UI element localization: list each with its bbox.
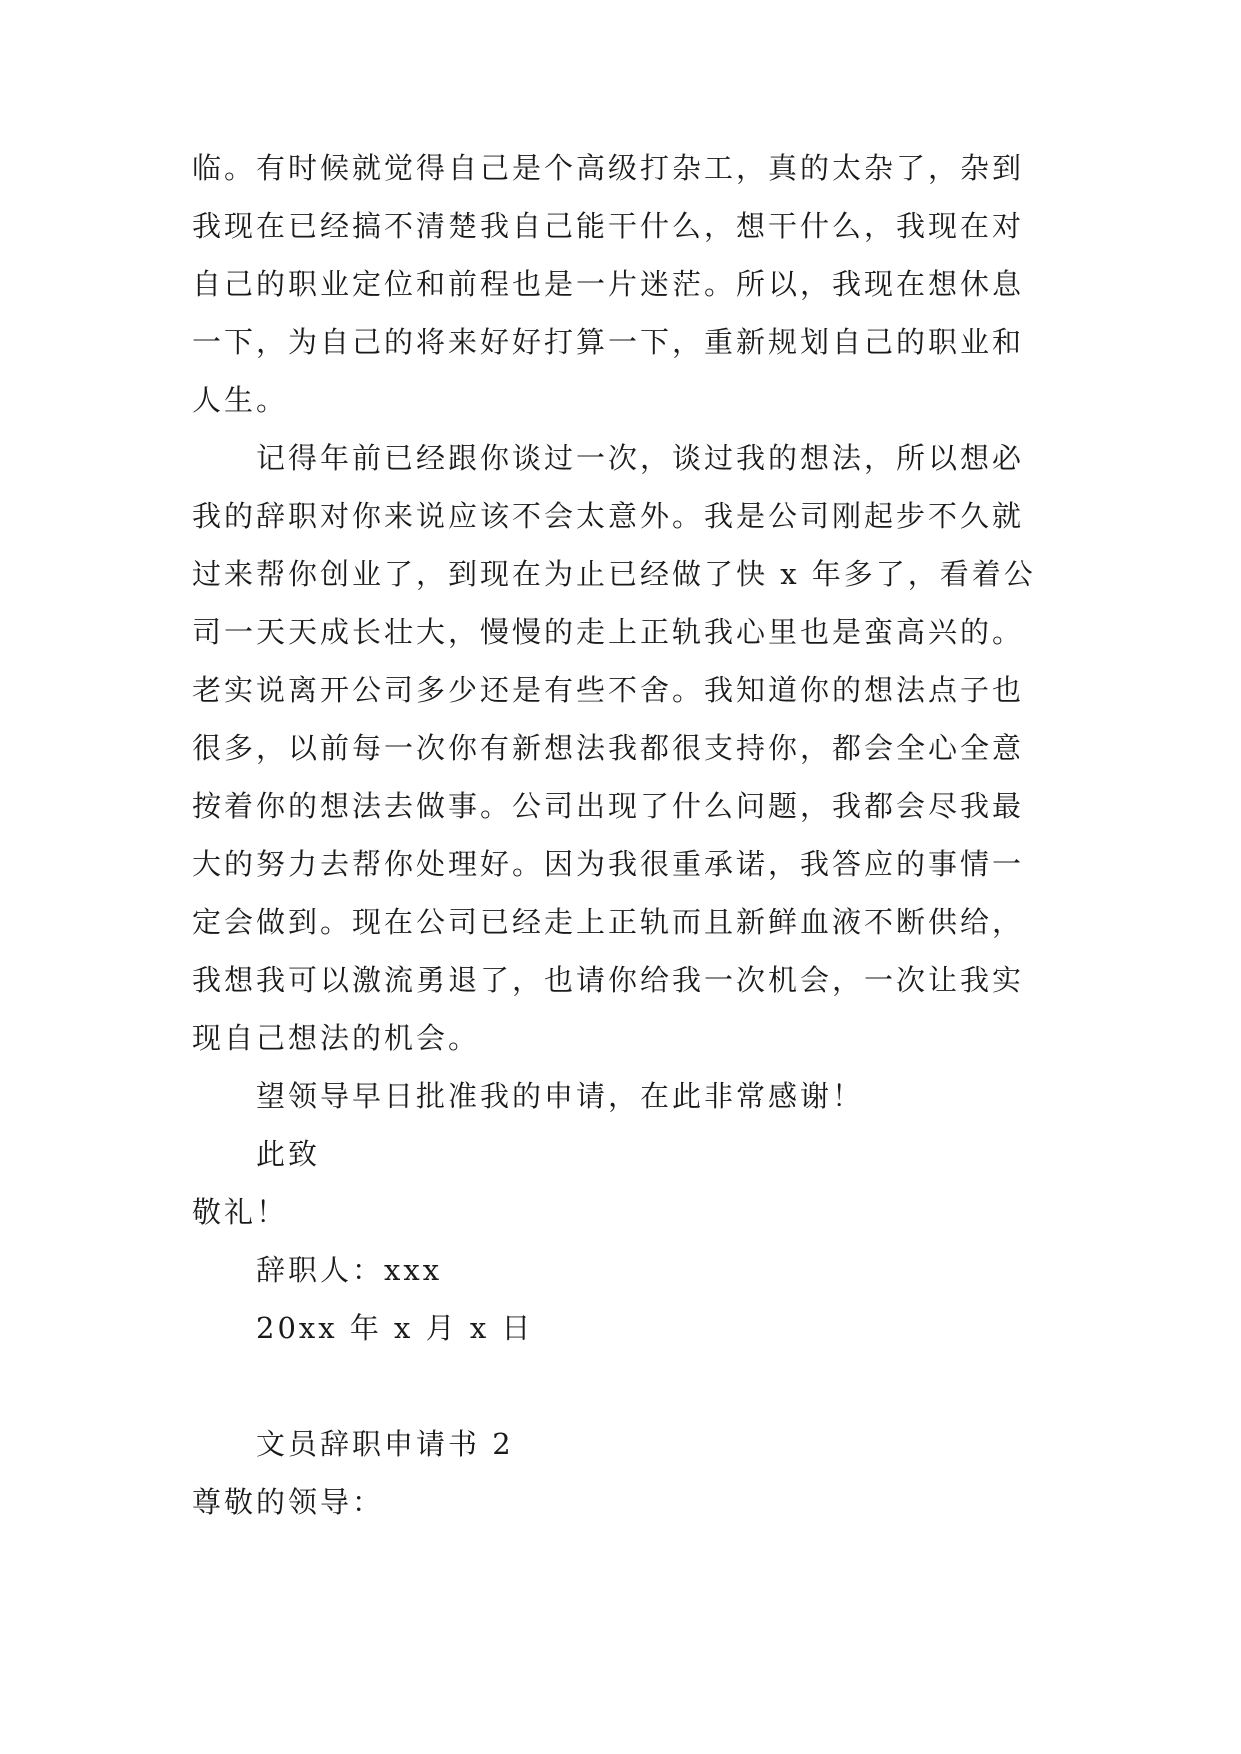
paragraph-line: 过来帮你创业了，到现在为止已经做了快 x 年多了，看着公 [192,557,1036,591]
paragraph-line: 我现在已经搞不清楚我自己能干什么，想干什么，我现在对 [192,209,1025,243]
paragraph-line: 我想我可以激流勇退了，也请你给我一次机会，一次让我实 [192,963,1025,997]
paragraph-line: 临。有时候就觉得自己是个高级打杂工，真的太杂了，杂到 [192,151,1025,185]
paragraph-line: 现自己想法的机会。 [192,1021,481,1055]
paragraph-line: 我的辞职对你来说应该不会太意外。我是公司刚起步不久就 [192,499,1025,533]
paragraph-line: 很多，以前每一次你有新想法我都很支持你，都会全心全意 [192,731,1025,765]
paragraph-line: 司一天天成长壮大，慢慢的走上正轨我心里也是蛮高兴的。 [192,615,1025,649]
signature-name: 辞职人：xxx [256,1253,443,1287]
letter-greeting: 尊敬的领导： [192,1485,385,1519]
closing-request: 望领导早日批准我的申请，在此非常感谢！ [256,1079,865,1113]
paragraph-line: 自己的职业定位和前程也是一片迷茫。所以，我现在想休息 [192,267,1025,301]
paragraph-line: 老实说离开公司多少还是有些不舍。我知道你的想法点子也 [192,673,1025,707]
salutation-jing-li: 敬礼！ [192,1195,289,1229]
paragraph-line: 大的努力去帮你处理好。因为我很重承诺，我答应的事情一 [192,847,1025,881]
paragraph-line: 人生。 [192,383,289,417]
section-heading: 文员辞职申请书 2 [256,1427,514,1461]
paragraph-line: 一下，为自己的将来好好打算一下，重新规划自己的职业和 [192,325,1025,359]
signature-date: 20xx 年 x 月 x 日 [256,1311,534,1345]
salutation-ci-zhi: 此致 [256,1137,321,1171]
paragraph-line: 按着你的想法去做事。公司出现了什么问题，我都会尽我最 [192,789,1025,823]
paragraph-line: 记得年前已经跟你谈过一次，谈过我的想法，所以想必 [256,441,1025,475]
paragraph-line: 定会做到。现在公司已经走上正轨而且新鲜血液不断供给， [192,905,1025,939]
